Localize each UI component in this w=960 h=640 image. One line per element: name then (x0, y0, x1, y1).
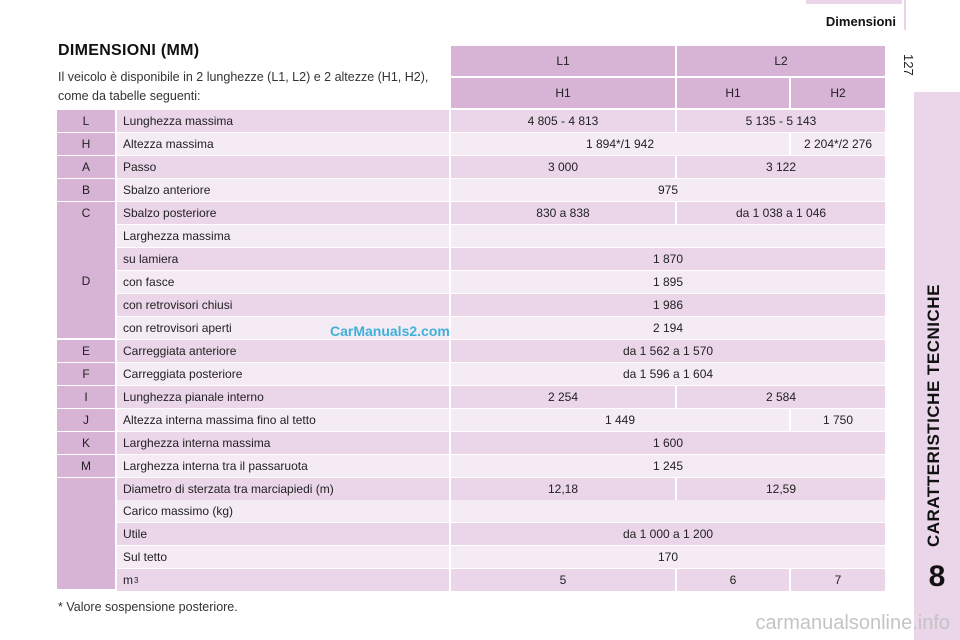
footnote: * Valore sospensione posteriore. (58, 600, 238, 614)
row-label: Carreggiata posteriore (117, 363, 449, 385)
row-label: Larghezza interna massima (117, 432, 449, 454)
row-letter: B (57, 179, 115, 201)
row-label: Larghezza interna tra il passaruota (117, 455, 449, 477)
row-letter: I (57, 386, 115, 408)
row-value: 975 (451, 179, 885, 201)
table-row (57, 317, 885, 339)
table-row (57, 294, 885, 316)
row-letter-d: D (57, 224, 115, 338)
row-value: 5 (451, 569, 675, 591)
row-label-superscript: 3 (134, 575, 139, 585)
header-l1-h1: H1 (451, 78, 675, 108)
row-value: 7 (791, 569, 885, 591)
row-letter: C (57, 202, 115, 224)
table-row (57, 271, 885, 293)
row-label (117, 569, 449, 591)
row-value: 1 750 (791, 409, 885, 431)
row-label: con retrovisori chiusi (117, 294, 449, 316)
row-value: 3 000 (451, 156, 675, 178)
row-value: da 1 038 a 1 046 (677, 202, 885, 224)
row-letter: M (57, 455, 115, 477)
row-label: Utile (117, 523, 449, 545)
row-label: Passo (117, 156, 449, 178)
row-value: 1 895 (451, 271, 885, 293)
table-row (57, 363, 885, 385)
header-l2: L2 (677, 46, 885, 76)
row-value: 170 (451, 546, 885, 568)
row-label: Sbalzo anteriore (117, 179, 449, 201)
section-name: Dimensioni (825, 14, 896, 29)
table-row (57, 248, 885, 270)
row-letter: K (57, 432, 115, 454)
row-value: 830 a 838 (451, 202, 675, 224)
row-label: Sbalzo posteriore (117, 202, 449, 224)
row-value: 12,59 (677, 478, 885, 500)
table-row (57, 225, 885, 247)
table-row (57, 500, 885, 522)
row-letter: H (57, 133, 115, 155)
row-label: con retrovisori aperti (117, 317, 449, 339)
row-value: 1 870 (451, 248, 885, 270)
row-value: 1 986 (451, 294, 885, 316)
header-l2-h1: H1 (677, 78, 789, 108)
row-label: Lunghezza massima (117, 110, 449, 132)
row-label: Altezza massima (117, 133, 449, 155)
row-value: 2 254 (451, 386, 675, 408)
table-row (57, 478, 885, 500)
row-value: 1 449 (451, 409, 789, 431)
table-row (57, 546, 885, 568)
table-row (57, 340, 885, 362)
header-l1: L1 (451, 46, 675, 76)
row-label-text: m (123, 573, 133, 587)
page-title: DIMENSIONI (MM) (58, 42, 200, 59)
header-l2-h2: H2 (791, 78, 885, 108)
chapter-title: CARATTERISTICHE TECNICHE (924, 284, 943, 547)
row-value-empty (451, 500, 885, 522)
row-label: Carreggiata anteriore (117, 340, 449, 362)
row-letter: A (57, 156, 115, 178)
row-letter: E (57, 340, 115, 362)
row-value: 12,18 (451, 478, 675, 500)
row-value: 4 805 - 4 813 (451, 110, 675, 132)
row-value: 3 122 (677, 156, 885, 178)
row-label: Diametro di sterzata tra marciapiedi (m) (117, 478, 449, 500)
table-row (57, 156, 885, 178)
row-value: 1 245 (451, 455, 885, 477)
top-accent-bar (806, 0, 902, 4)
row-label: su lamiera (117, 248, 449, 270)
row-value: 1 894*/1 942 (451, 133, 789, 155)
watermark-carmanualsonline: carmanualsonline.info (755, 612, 950, 634)
intro-text: Il veicolo è disponibile in 2 lunghezze (L1, L2) e 2 altezze (H1, H2), come da tabelle seguenti: (58, 70, 429, 103)
row-value: 2 194 (451, 317, 885, 339)
row-value: da 1 000 a 1 200 (451, 523, 885, 545)
table-row (57, 523, 885, 545)
table-row (57, 569, 885, 591)
row-label: Altezza interna massima fino al tetto (117, 409, 449, 431)
table-row (57, 133, 885, 155)
row-label: con fasce (117, 271, 449, 293)
header-separator (904, 0, 906, 30)
table-row (57, 455, 885, 477)
chapter-number: 8 (928, 560, 946, 593)
row-value: 2 584 (677, 386, 885, 408)
row-value-empty (451, 225, 885, 247)
table-row (57, 386, 885, 408)
row-letter: L (57, 110, 115, 132)
table-row (57, 409, 885, 431)
page-number: 127 (901, 54, 916, 76)
row-value: 6 (677, 569, 789, 591)
row-value: 5 135 - 5 143 (677, 110, 885, 132)
table-row (57, 110, 885, 132)
table-row (57, 202, 885, 224)
row-value: 1 600 (451, 432, 885, 454)
row-label: Larghezza massima (117, 225, 449, 247)
row-label: Sul tetto (117, 546, 449, 568)
row-label: Carico massimo (kg) (117, 500, 449, 522)
watermark-carmanuals2: CarManuals2.com (330, 323, 450, 339)
row-value: da 1 596 a 1 604 (451, 363, 885, 385)
row-label: Lunghezza pianale interno (117, 386, 449, 408)
row-letter: F (57, 363, 115, 385)
row-value: 2 204*/2 276 (791, 133, 885, 155)
table-row (57, 179, 885, 201)
table-row (57, 432, 885, 454)
row-letter: J (57, 409, 115, 431)
row-letter (57, 478, 115, 500)
row-value: da 1 562 a 1 570 (451, 340, 885, 362)
